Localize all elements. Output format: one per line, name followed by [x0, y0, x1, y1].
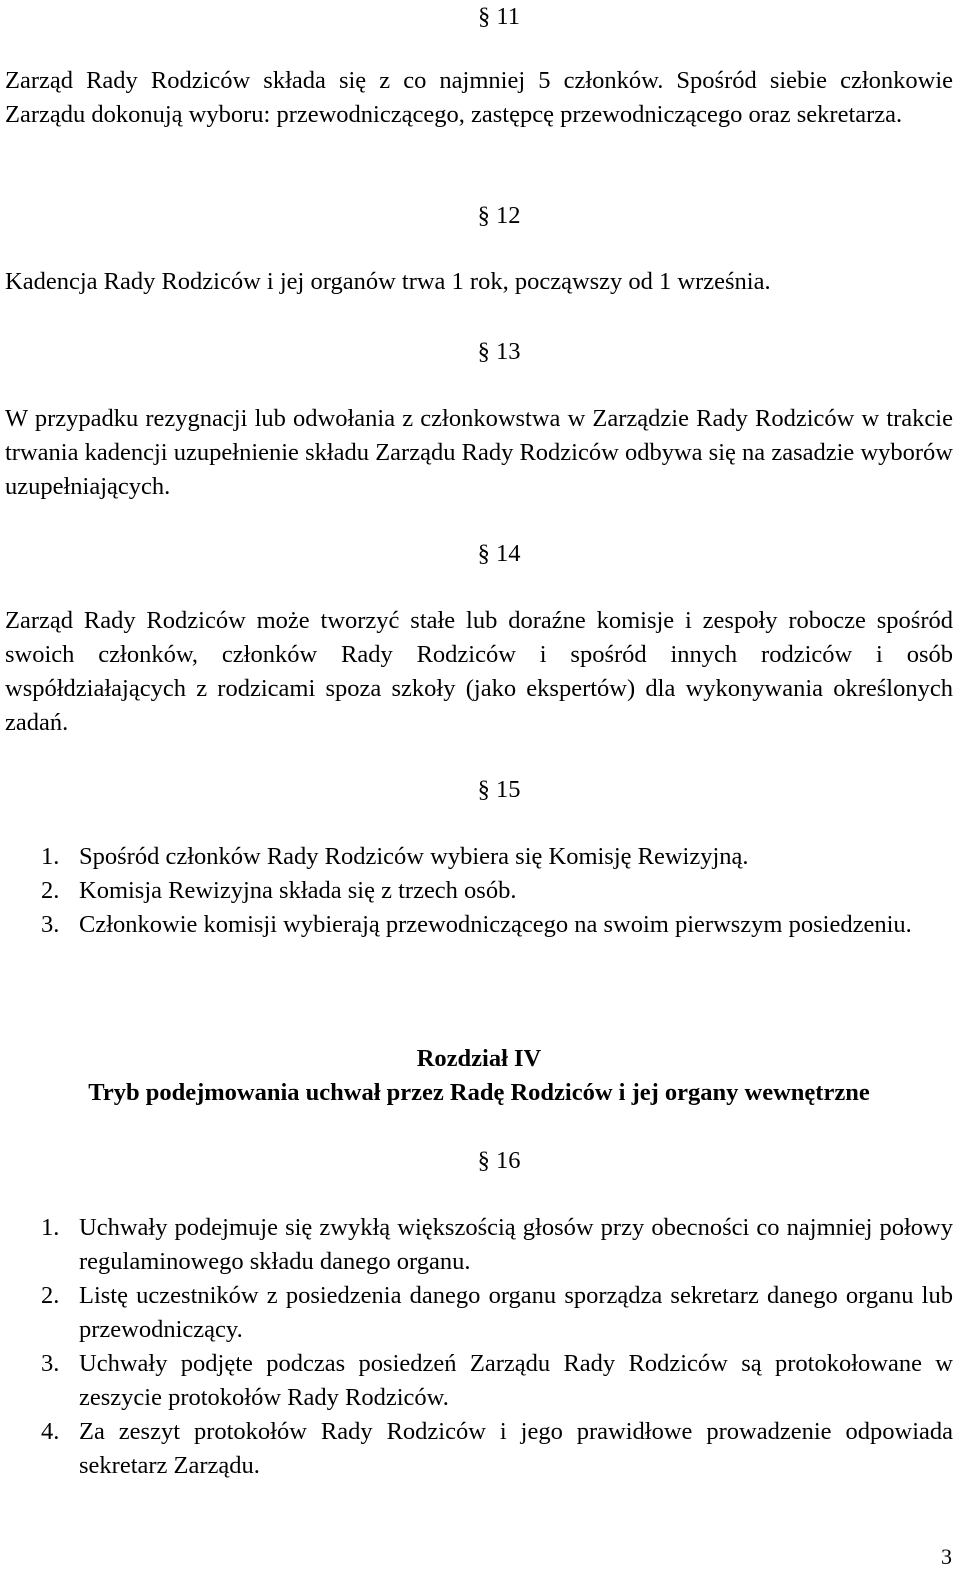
list-item: 2. Komisja Rewizyjna składa się z trzech osób.	[41, 877, 517, 904]
list-item: 3. Członkowie komisji wybierają przewodniczącego na swoim pierwszym posiedzeniu.	[41, 911, 912, 938]
chapter-title: Rozdział IV	[416, 1045, 542, 1072]
section-heading-16: § 16	[477, 1147, 521, 1174]
list-item: 2. Listę uczestników z posiedzenia danego organu sporządza sekretarz danego organu lub przewodniczący.	[41, 1282, 953, 1343]
chapter-subtitle: Tryb podejmowania uchwał przez Radę Rodziców i jej organy wewnętrzne	[88, 1079, 870, 1106]
section-11-text: Zarząd Rady Rodziców składa się z co najmniej 5 członków. Spośród siebie członkowie Zarządu dokonują wyboru: przewodniczącego, zastępcę przewodniczącego oraz sekretarza.	[5, 67, 953, 128]
section-heading-12: § 12	[477, 202, 521, 229]
section-heading-15: § 15	[477, 776, 521, 803]
section-heading-13: § 13	[477, 338, 521, 365]
section-heading-11: § 11	[478, 3, 520, 30]
section-16-list	[5, 1211, 953, 1483]
list-item: 1. Spośród członków Rady Rodziców wybiera się Komisję Rewizyjną.	[41, 843, 749, 870]
list-item: 4. Za zeszyt protokołów Rady Rodziców i jego prawidłowe prowadzenie odpowiada sekretarz Zarządu.	[41, 1418, 953, 1479]
section-15-list	[5, 840, 953, 942]
section-heading-14: § 14	[477, 540, 521, 567]
section-13-text: W przypadku rezygnacji lub odwołania z członkowstwa w Zarządzie Rady Rodziców w trakcie trwania kadencji uzupełnienie składu Zarządu Rady Rodziców odbywa się na zasadzie wyborów uzupełniających.	[5, 405, 953, 500]
list-item: 3. Uchwały podjęte podczas posiedzeń Zarządu Rady Rodziców są protokołowane w zeszycie protokołów Rady Rodziców.	[41, 1350, 953, 1411]
page-number: 3	[941, 1544, 952, 1569]
section-14-text: Zarząd Rady Rodziców może tworzyć stałe lub doraźne komisje i zespoły robocze spośród swoich członków, członków Rady Rodziców i spośród innych rodziców i osób współdziałających z rodzicami spoza szkoły (jako ekspertów) dla wykonywania określonych zadań.	[5, 607, 953, 736]
list-item: 1. Uchwały podejmuje się zwykłą większością głosów przy obecności co najmniej połowy regulaminowego składu danego organu.	[41, 1214, 953, 1275]
section-12-text: Kadencja Rady Rodziców i jej organów trwa 1 rok, począwszy od 1 września.	[5, 268, 771, 295]
